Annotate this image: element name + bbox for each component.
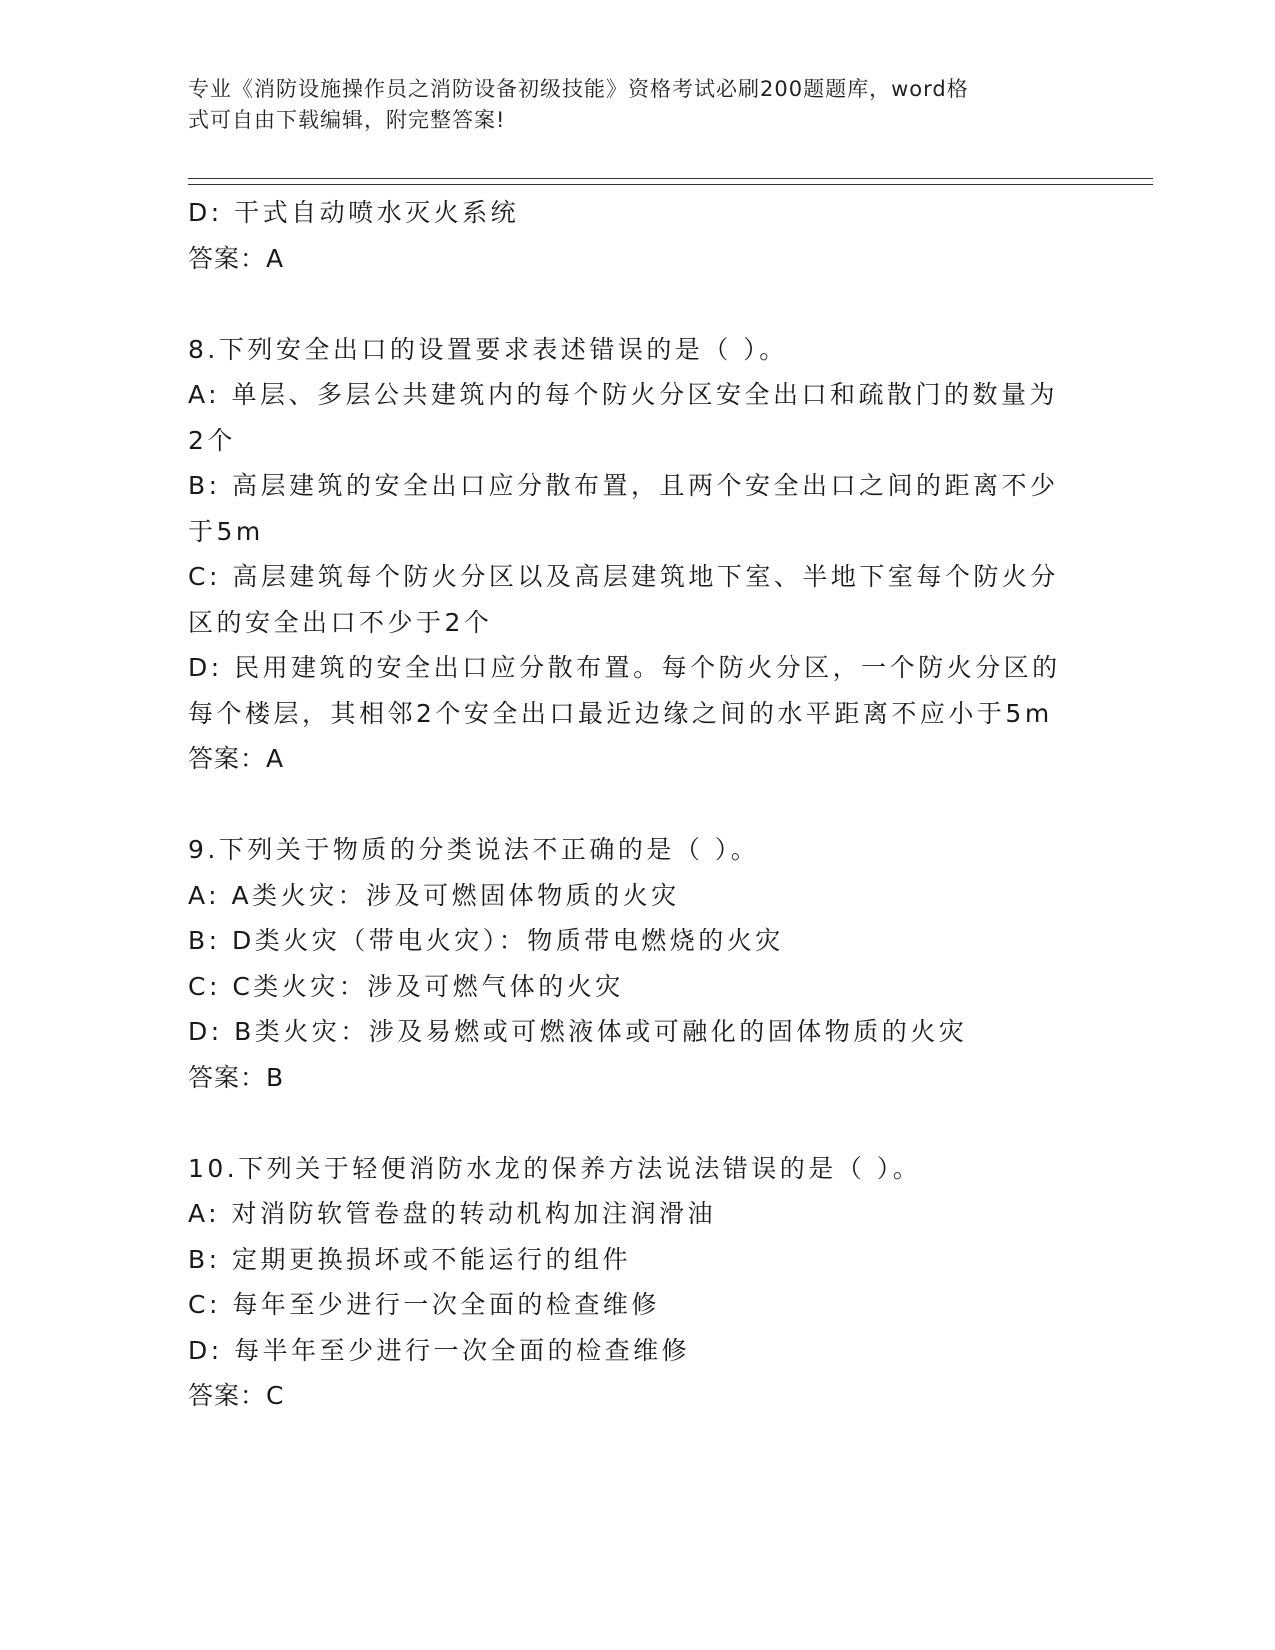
option-c: C: C类火灾：涉及可燃气体的火灾 (188, 971, 624, 1001)
question-text: 10.下列关于轻便消防水龙的保养方法说法错误的是（ ）。 (188, 1153, 922, 1183)
option-a: A: 单层、多层公共建筑内的每个防火分区安全出口和疏散门的数量为 (188, 380, 1059, 409)
question-7-tail (188, 190, 1088, 281)
answer-line: 答案：A (188, 243, 285, 273)
spacer (188, 281, 1088, 327)
header-divider-bottom (188, 184, 1153, 185)
question-text: 9.下列关于物质的分类说法不正确的是（ ）。 (188, 835, 760, 864)
option-a: A: A类火灾：涉及可燃固体物质的火灾 (188, 880, 680, 910)
answer-line: 答案：B (188, 1062, 285, 1092)
option-c: C: 每年至少进行一次全面的检查维修 (188, 1290, 660, 1319)
option-a: A: 对消防软管卷盘的转动机构加注润滑油 (188, 1199, 717, 1228)
option-d: D: B类火灾：涉及易燃或可燃液体或可融化的固体物质的火灾 (188, 1017, 968, 1046)
option-d: D: 民用建筑的安全出口应分散布置。每个防火分区，一个防火分区的 (188, 653, 1061, 682)
question-8 (188, 327, 1088, 782)
option-b: B: D类火灾（带电火灾）：物质带电燃烧的火灾 (188, 926, 784, 955)
document-header (188, 74, 1068, 136)
option-b: B: 定期更换损坏或不能运行的组件 (188, 1244, 632, 1274)
question-content (188, 190, 1088, 1419)
question-text: 8.下列安全出口的设置要求表述错误的是（ ）。 (188, 334, 788, 364)
option-c: C: 高层建筑每个防火分区以及高层建筑地下室、半地下室每个防火分 (188, 562, 1059, 591)
answer-line: 答案：A (188, 744, 285, 773)
spacer (188, 1100, 1088, 1146)
option-b-cont: 于5m (188, 516, 264, 546)
question-10 (188, 1146, 1088, 1419)
option-d-cont: 每个楼层，其相邻2个安全出口最近边缘之间的水平距离不应小于5m (188, 698, 1053, 728)
option-d: D: 干式自动喷水灭火系统 (188, 198, 520, 227)
spacer (188, 782, 1088, 828)
answer-line: 答案：C (188, 1381, 285, 1410)
option-b: B: 高层建筑的安全出口应分散布置，且两个安全出口之间的距离不少 (188, 471, 1059, 500)
header-divider-top (188, 178, 1153, 179)
question-9 (188, 827, 1088, 1100)
option-a-cont: 2个 (188, 425, 236, 455)
header-line-2: 式可自由下载编辑，附完整答案! (188, 108, 506, 132)
option-d: D: 每半年至少进行一次全面的检查维修 (188, 1335, 691, 1365)
header-line-1: 专业《消防设施操作员之消防设备初级技能》资格考试必刷200题题库，word格 (188, 77, 969, 101)
option-c-cont: 区的安全出口不少于2个 (188, 607, 493, 637)
